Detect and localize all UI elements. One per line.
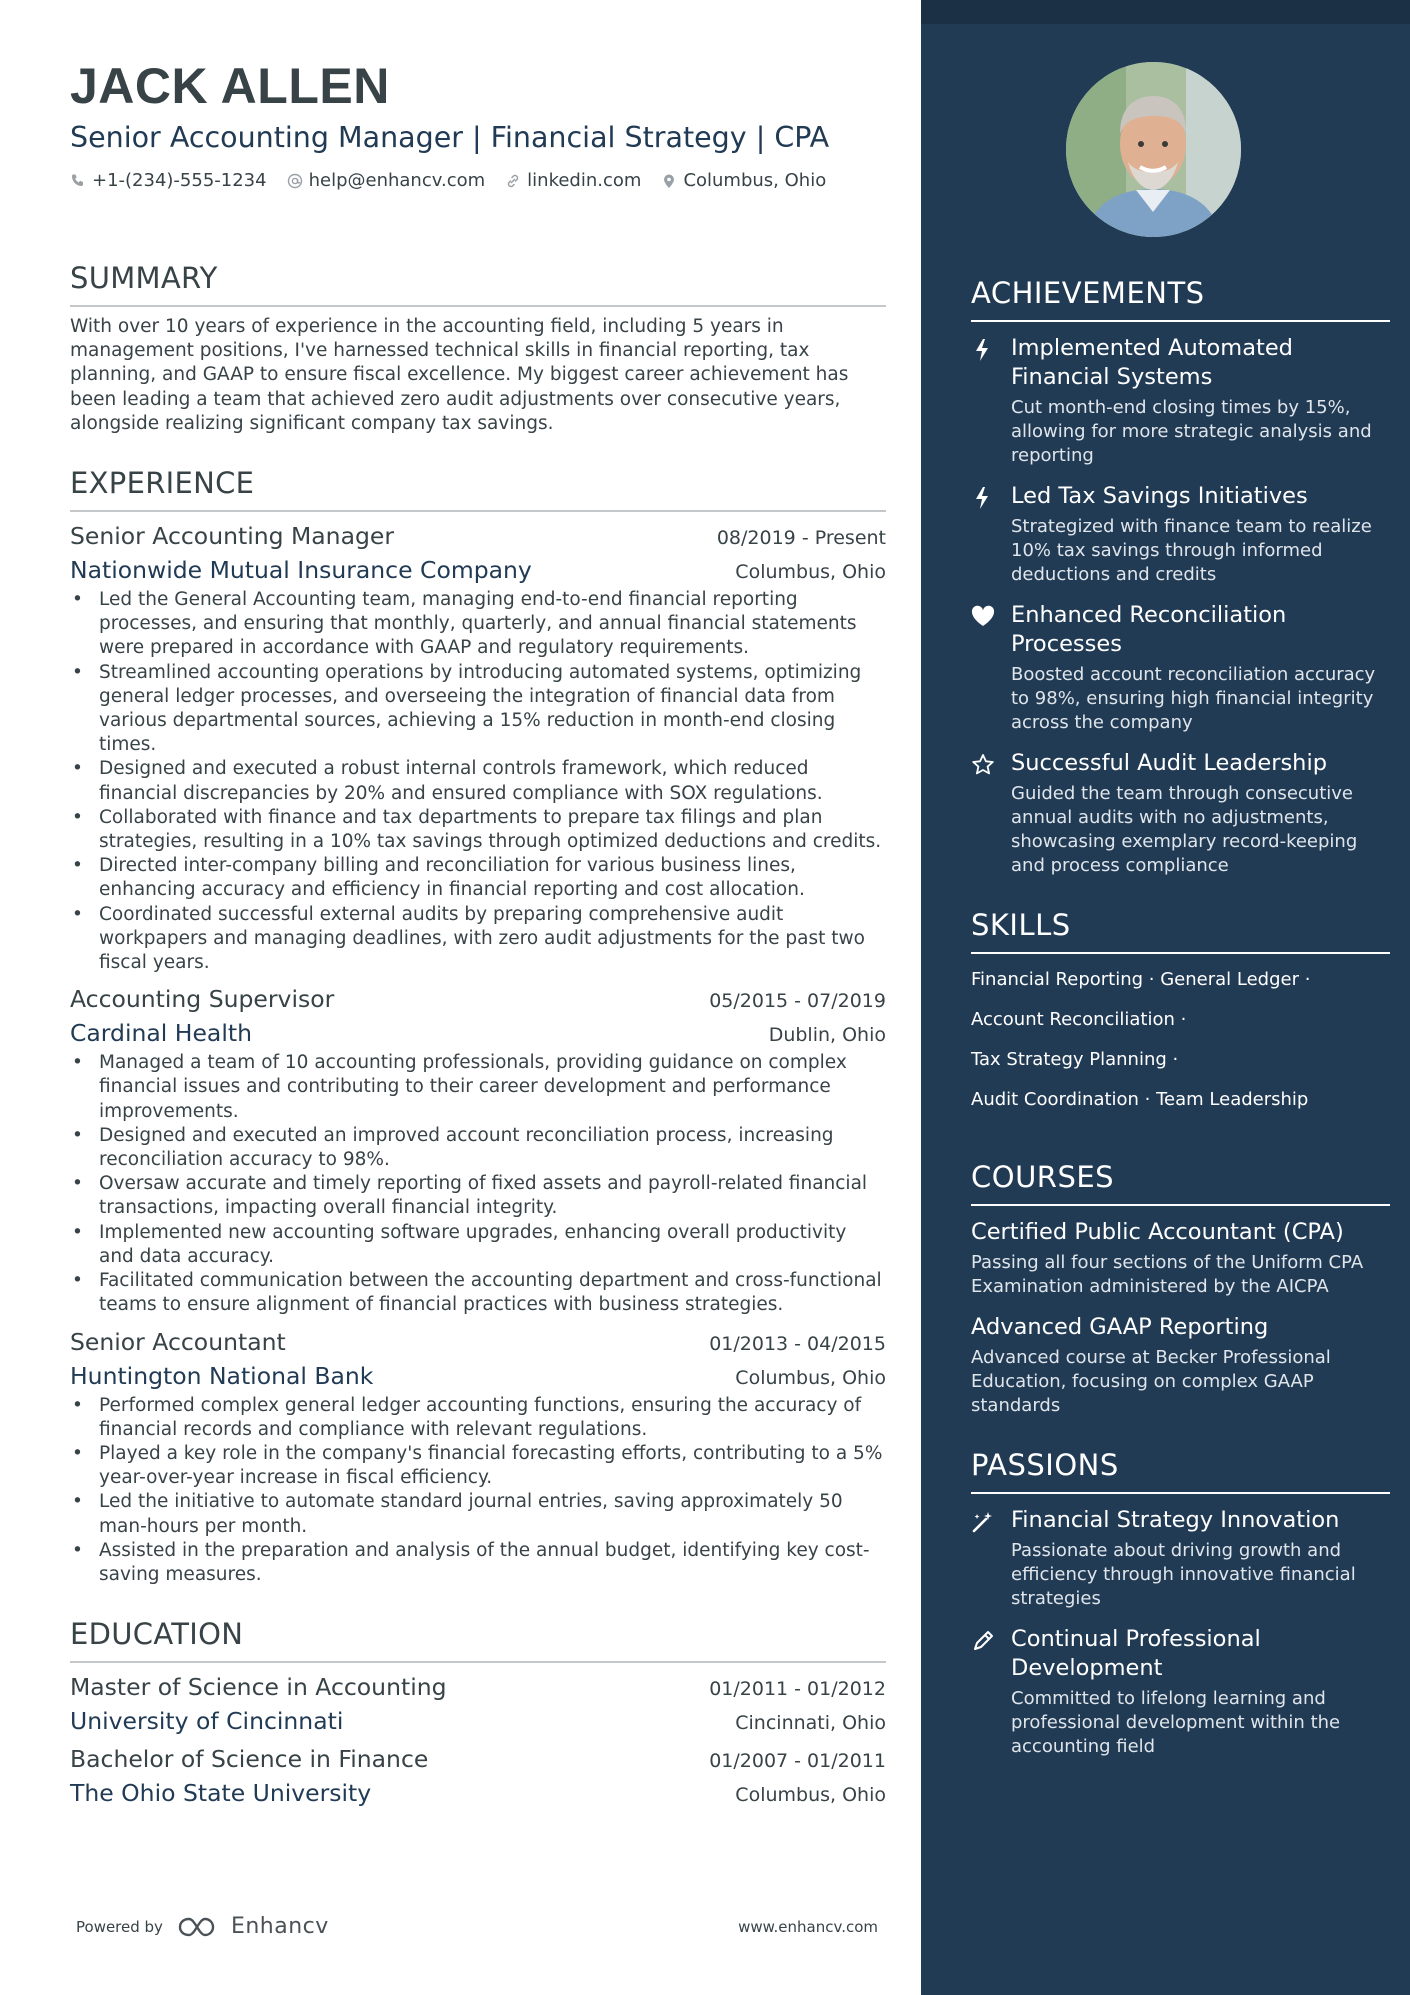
candidate-name: JACK ALLEN: [70, 58, 390, 114]
contact-linkedin[interactable]: [505, 170, 641, 191]
achievement-item: [971, 482, 1390, 587]
achievement-title: Led Tax Savings Initiatives: [1011, 483, 1308, 509]
achievements-section: [971, 276, 1390, 878]
profile-photo-image: [1066, 62, 1241, 237]
skills-title: SKILLS: [971, 908, 1390, 954]
powered-by-label: Powered by: [76, 1917, 163, 1936]
job-entry: [70, 522, 886, 975]
achievement-title: Implemented Automated Financial Systems: [1011, 335, 1293, 390]
passions-section: [971, 1448, 1390, 1759]
at-icon: [287, 173, 303, 189]
bullet: • Designed and executed a robust internal controls framework, which reduced financial discrepancies by 20% and ensured compliance with SOX regulations.: [70, 757, 886, 805]
star-icon: [971, 753, 995, 777]
contact-phone: [70, 170, 267, 191]
degree: Bachelor of Science in Finance: [70, 1745, 429, 1774]
sidebar-content: [971, 276, 1390, 1783]
phone-text: +1-(234)-555-1234: [92, 170, 267, 191]
sidebar-top-bar: [921, 0, 1410, 24]
job-location: Dublin, Ohio: [768, 1024, 886, 1047]
achievement-desc: Guided the team through consecutive annual audits with no adjustments, showcasing exemplary record-keeping and process compliance: [1011, 783, 1358, 876]
bullet: • Oversaw accurate and timely reporting of fixed assets and payroll-related financial transactions, impacting overall financial integrity.: [70, 1172, 886, 1220]
edu-dates: 01/2011 - 01/2012: [709, 1678, 886, 1701]
bullet: • Led the General Accounting team, managing end-to-end financial reporting processes, and ensuring that monthly, quarterly, and annual financial statements were prepared in accordance with GAAP and regulatory requirements.: [70, 588, 886, 661]
job-dates: 01/2013 - 04/2015: [709, 1332, 886, 1355]
achievement-item: [971, 601, 1390, 735]
job-location: Columbus, Ohio: [735, 1366, 886, 1389]
job-entry: [70, 985, 886, 1317]
brand-name: Enhancv: [230, 1914, 329, 1939]
school-name: The Ohio State University: [70, 1779, 372, 1808]
job-title: Senior Accountant: [70, 1327, 286, 1356]
achievement-item: [971, 334, 1390, 468]
bullet: • Performed complex general ledger accounting functions, ensuring the accuracy of financial records and compliance with relevant regulations.: [70, 1394, 886, 1442]
contact-row: [70, 170, 886, 191]
bullet: • Streamlined accounting operations by introducing automated systems, optimizing general ledger processes, and overseeing the integration of financial data from various departmental sources, achieving a 15% reduction in month-end closing times.: [70, 661, 886, 758]
heart-icon: [971, 605, 995, 627]
footer: [76, 1914, 878, 1939]
job-entry: [70, 1328, 886, 1588]
summary-title: SUMMARY: [70, 261, 886, 307]
edu-location: Columbus, Ohio: [735, 1784, 886, 1807]
pen-icon: [971, 1629, 995, 1653]
course-desc: Advanced course at Becker Professional Education, focusing on complex GAAP standards: [971, 1347, 1331, 1416]
enhancv-logo-icon: [177, 1915, 223, 1939]
bullet: • Designed and executed an improved account reconciliation process, increasing reconciliation accuracy to 98%.: [70, 1124, 886, 1172]
course-title: Advanced GAAP Reporting: [971, 1314, 1269, 1340]
achievement-desc: Cut month-end closing times by 15%, allowing for more strategic analysis and reporting: [1011, 397, 1372, 466]
footer-url[interactable]: www.enhancv.com: [738, 1917, 878, 1936]
skills-section: [971, 908, 1390, 1120]
passion-title: Continual Professional Development: [1011, 1626, 1261, 1681]
bullet: • Directed inter-company billing and reconciliation for various business lines, enhancing accuracy and efficiency in financial reporting and cost allocation.: [70, 854, 886, 902]
education-entry: [70, 1745, 886, 1807]
bullet: • Played a key role in the company's financial forecasting efforts, contributing to a 5% year-over-year increase in fiscal efficiency.: [70, 1442, 886, 1490]
education-section: [70, 1617, 886, 1807]
bolt-icon: [971, 338, 993, 362]
skill-tag: Account Reconciliation: [971, 1009, 1175, 1030]
headline: Senior Accounting Manager | Financial Strategy | CPA: [70, 121, 830, 154]
passion-desc: Committed to lifelong learning and professional development within the accounting field: [1011, 1688, 1341, 1757]
achievements-title: ACHIEVEMENTS: [971, 276, 1390, 322]
course-item: [971, 1218, 1390, 1299]
contact-location: [661, 170, 826, 191]
bullet: • Facilitated communication between the accounting department and cross-functional teams to ensure alignment of financial practices with business strategies.: [70, 1269, 886, 1317]
edu-dates: 01/2007 - 01/2011: [709, 1750, 886, 1773]
job-bullets: [70, 1051, 886, 1317]
bullet: • Implemented new accounting software upgrades, enhancing overall productivity and data accuracy.: [70, 1221, 886, 1269]
job-dates: 05/2015 - 07/2019: [709, 990, 886, 1013]
course-item: [971, 1313, 1390, 1418]
main-column: [70, 58, 886, 1811]
bullet: • Managed a team of 10 accounting professionals, providing guidance on complex financial issues and contributing to their career development and performance improvements.: [70, 1051, 886, 1124]
job-dates: 08/2019 - Present: [716, 527, 886, 550]
email-text: help@enhancv.com: [308, 170, 486, 191]
skills-list: Financial Reporting · General Ledger · Account Reconciliation · Tax Strategy Planning · Audit Coordination · Team Leadership: [971, 969, 1311, 1110]
skill-tag: General Ledger: [1160, 969, 1299, 990]
company-name: Nationwide Mutual Insurance Company: [70, 556, 532, 585]
location-pin-icon: [661, 173, 677, 189]
experience-title: EXPERIENCE: [70, 466, 886, 512]
skill-tag: Financial Reporting: [971, 969, 1144, 990]
achievement-desc: Strategized with finance team to realize 10% tax savings through informed deductions and credits: [1011, 516, 1372, 585]
location-text: Columbus, Ohio: [683, 170, 827, 191]
achievement-title: Successful Audit Leadership: [1011, 750, 1327, 776]
skill-tag: Team Leadership: [1156, 1089, 1309, 1110]
edu-location: Cincinnati, Ohio: [735, 1712, 886, 1735]
magic-wand-icon: [971, 1510, 995, 1534]
courses-section: [971, 1160, 1390, 1418]
courses-title: COURSES: [971, 1160, 1390, 1206]
bullet: • Led the initiative to automate standard journal entries, saving approximately 50 man-hours per month.: [70, 1490, 886, 1538]
school-name: University of Cincinnati: [70, 1707, 344, 1736]
job-title: Accounting Supervisor: [70, 985, 335, 1014]
course-desc: Passing all four sections of the Uniform CPA Examination administered by the AICPA: [971, 1252, 1364, 1297]
phone-icon: [70, 173, 86, 189]
company-name: Huntington National Bank: [70, 1361, 374, 1390]
education-title: EDUCATION: [70, 1617, 886, 1663]
job-bullets: [70, 588, 886, 975]
job-title: Senior Accounting Manager: [70, 522, 395, 551]
company-name: Cardinal Health: [70, 1019, 252, 1048]
skill-tag: Tax Strategy Planning: [971, 1049, 1167, 1070]
skill-tag: Audit Coordination: [971, 1089, 1139, 1110]
passion-desc: Passionate about driving growth and efficiency through innovative financial strategies: [1011, 1540, 1356, 1609]
bullet: • Collaborated with finance and tax departments to prepare tax filings and plan strategies, resulting in a 10% tax savings through optimized deductions and credits.: [70, 806, 886, 854]
job-location: Columbus, Ohio: [735, 561, 886, 584]
passion-title: Financial Strategy Innovation: [1011, 1507, 1340, 1533]
job-bullets: [70, 1394, 886, 1588]
link-icon: [505, 173, 521, 189]
profile-photo: [1066, 62, 1241, 237]
achievement-title: Enhanced Reconciliation Processes: [1011, 602, 1287, 657]
experience-section: [70, 466, 886, 1587]
powered-by: [76, 1914, 329, 1939]
enhancv-logo[interactable]: [177, 1914, 329, 1939]
achievement-item: [971, 749, 1390, 878]
degree: Master of Science in Accounting: [70, 1673, 447, 1702]
bolt-icon: [971, 486, 993, 510]
linkedin-text: linkedin.com: [527, 170, 642, 191]
summary-section: [70, 261, 886, 436]
summary-text: With over 10 years of experience in the accounting field, including 5 years in management positions, I've harnessed technical skills in financial reporting, tax planning, and GAAP to ensure fiscal excellence. My biggest career achievement has been leading a team that achieved zero audit adjustments over consecutive years, alongside realizing significant company tax savings.: [70, 316, 849, 434]
sidebar: [921, 0, 1410, 1995]
contact-email[interactable]: [287, 170, 486, 191]
education-entry: [70, 1673, 886, 1735]
achievement-desc: Boosted account reconciliation accuracy to 98%, ensuring high financial integrity across the company: [1011, 664, 1376, 733]
course-title: Certified Public Accountant (CPA): [971, 1219, 1344, 1245]
passion-item: [971, 1506, 1390, 1611]
passion-item: [971, 1625, 1390, 1759]
passions-title: PASSIONS: [971, 1448, 1390, 1494]
bullet: • Coordinated successful external audits by preparing comprehensive audit workpapers and managing deadlines, with zero audit adjustments for the past two fiscal years.: [70, 903, 886, 976]
bullet: • Assisted in the preparation and analysis of the annual budget, identifying key cost-saving measures.: [70, 1539, 886, 1587]
